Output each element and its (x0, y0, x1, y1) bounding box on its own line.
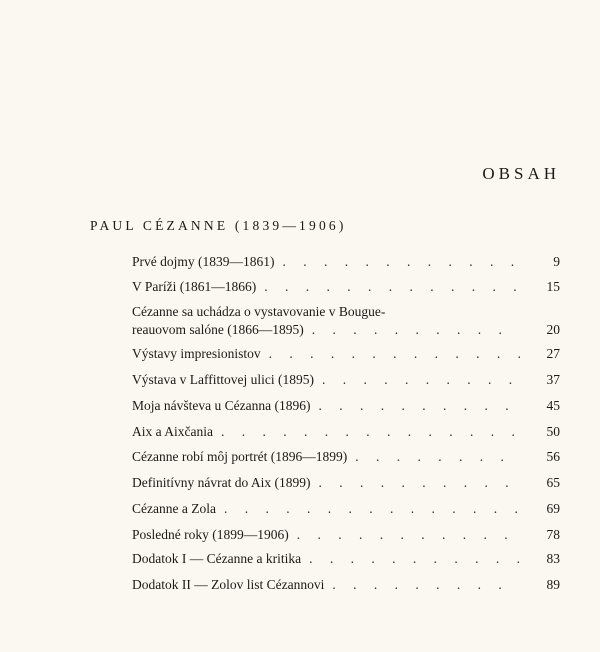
toc-entry (132, 372, 560, 388)
dot-leader (347, 449, 520, 465)
toc-page-number: 69 (546, 501, 560, 516)
toc-page-number: 20 (546, 322, 560, 337)
toc-entry (132, 551, 560, 567)
toc-entry (132, 501, 560, 517)
toc-page-number: 9 (553, 254, 560, 269)
toc-entry (132, 527, 560, 543)
toc-page-number: 45 (546, 398, 560, 413)
dot-leader (216, 501, 520, 517)
toc-entry-title: Výstavy impresionistov (132, 346, 261, 361)
toc-page-number: 56 (546, 449, 560, 464)
toc-page-number: 89 (546, 577, 560, 592)
dot-leader (310, 398, 520, 414)
contents-heading: OBSAH (482, 164, 560, 183)
toc-entry (132, 475, 560, 491)
dot-leader (310, 475, 520, 491)
toc-entry (132, 577, 560, 593)
toc-page-number: 15 (546, 279, 560, 294)
toc-entry-title: Cézanne a Zola (132, 501, 216, 516)
toc-entry (132, 304, 560, 338)
toc-entry-title: Dodatok I — Cézanne a kritika (132, 551, 302, 566)
toc-entry (132, 449, 560, 465)
toc-page-number: 78 (546, 527, 560, 542)
toc-entry (132, 398, 560, 414)
toc-entry-title: reauovom salóne (1866—1895) (132, 322, 304, 337)
toc-entry (132, 279, 560, 295)
toc-page-number: 37 (546, 372, 560, 387)
dot-leader (275, 254, 521, 270)
toc-entry (132, 346, 560, 362)
dot-leader (301, 551, 520, 567)
toc-entry-title: Definitívny návrat do Aix (1899) (132, 475, 311, 490)
dot-leader (314, 372, 520, 388)
dot-leader (304, 322, 520, 338)
toc-entry-title: V Paríži (1861—1866) (132, 279, 257, 294)
toc-entry-title-line1: Cézanne sa uchádza o vystavovanie v Bougue- (132, 304, 386, 319)
toc-entry-title: Prvé dojmy (1839—1861) (132, 254, 275, 269)
toc-page-number: 65 (546, 475, 560, 490)
toc-entry-title: Posledné roky (1899—1906) (132, 527, 289, 542)
toc-entry-title: Výstava v Laffittovej ulici (1895) (132, 372, 314, 387)
dot-leader (324, 577, 520, 593)
toc-entry-title: Aix a Aixčania (132, 424, 213, 439)
dot-leader (213, 424, 520, 440)
toc-page-number: 83 (546, 551, 560, 566)
toc-entry (132, 424, 560, 440)
section-title: PAUL CÉZANNE (1839—1906) (90, 218, 347, 233)
dot-leader (289, 527, 520, 543)
toc-entry-title: Dodatok II — Zolov list Cézannovi (132, 577, 325, 592)
toc-entry-title: Cézanne robí môj portrét (1896—1899) (132, 449, 348, 464)
toc-page-number: 50 (546, 424, 560, 439)
dot-leader (261, 346, 520, 362)
toc-entry-title: Moja návšteva u Cézanna (1896) (132, 398, 311, 413)
dot-leader (256, 279, 520, 295)
toc-page-number: 27 (546, 346, 560, 361)
toc-entry (132, 254, 560, 270)
